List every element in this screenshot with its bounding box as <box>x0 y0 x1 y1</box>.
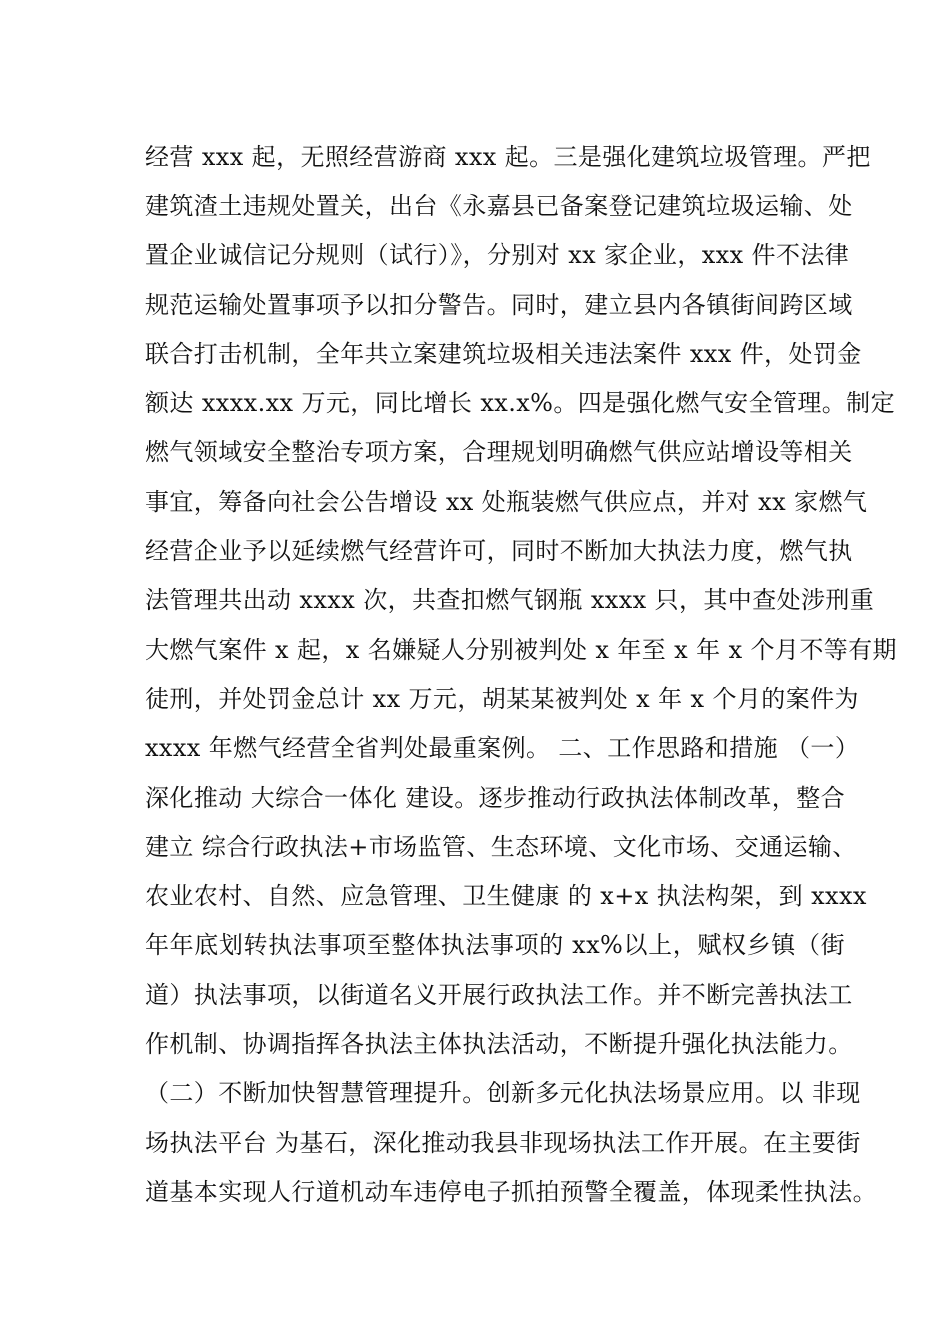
text-line: 法管理共出动 xxxx 次，共查扣燃气钢瓶 xxxx 只，其中查处涉刑重 <box>145 586 875 614</box>
text-line: 燃气领域安全整治专项方案，合理规划明确燃气供应站增设等相关 <box>145 438 853 466</box>
text-line: 建立 综合行政执法+市场监管、生态环境、文化市场、交通运输、 <box>145 833 857 861</box>
text-line: 联合打击机制，全年共立案建筑垃圾相关违法案件 xxx 件，处罚金 <box>145 340 862 368</box>
text-line: （二）不断加快智慧管理提升。创新多元化执法场景应用。以 非现 <box>145 1079 861 1107</box>
text-line: 大燃气案件 x 起，x 名嫌疑人分别被判处 x 年至 x 年 x 个月不等有期 <box>145 636 897 664</box>
text-line: 道）执法事项，以街道名义开展行政执法工作。并不断完善执法工 <box>145 981 853 1009</box>
text-line: xxxx 年燃气经营全省判处最重案例。 二、工作思路和措施 （一） <box>145 734 860 762</box>
text-line: 经营企业予以延续燃气经营许可，同时不断加大执法力度，燃气执 <box>145 537 853 565</box>
text-line: 规范运输处置事项予以扣分警告。同时，建立县内各镇街间跨区域 <box>145 291 853 319</box>
text-line: 农业农村、自然、应急管理、卫生健康 的 x+x 执法构架，到 xxxx <box>145 882 867 910</box>
text-line: 置企业诚信记分规则（试行）》，分别对 xx 家企业，xxx 件不法律 <box>145 241 850 269</box>
text-line: 建筑渣土违规处置关，出台《永嘉县已备案登记建筑垃圾运输、处 <box>145 192 853 220</box>
text-line: 道基本实现人行道机动车违停电子抓拍预警全覆盖，体现柔性执法。 <box>145 1178 877 1206</box>
text-line: 事宜，筹备向社会公告增设 xx 处瓶装燃气供应点，并对 xx 家燃气 <box>145 488 868 516</box>
text-line: 额达 xxxx.xx 万元，同比增长 xx.x%。四是强化燃气安全管理。制定 <box>145 389 895 417</box>
text-line: 场执法平台 为基石，深化推动我县非现场执法工作开展。在主要街 <box>145 1129 861 1157</box>
text-line: 年年底划转执法事项至整体执法事项的 xx%以上，赋权乡镇（街 <box>145 931 845 959</box>
text-line: 经营 xxx 起，无照经营游商 xxx 起。三是强化建筑垃圾管理。严把 <box>145 143 871 171</box>
text-line: 作机制、协调指挥各执法主体执法活动，不断提升强化执法能力。 <box>145 1030 853 1058</box>
text-line: 徒刑，并处罚金总计 xx 万元，胡某某被判处 x 年 x 个月的案件为 <box>145 685 859 713</box>
text-line: 深化推动 大综合一体化 建设。逐步推动行政执法体制改革，整合 <box>145 784 845 812</box>
